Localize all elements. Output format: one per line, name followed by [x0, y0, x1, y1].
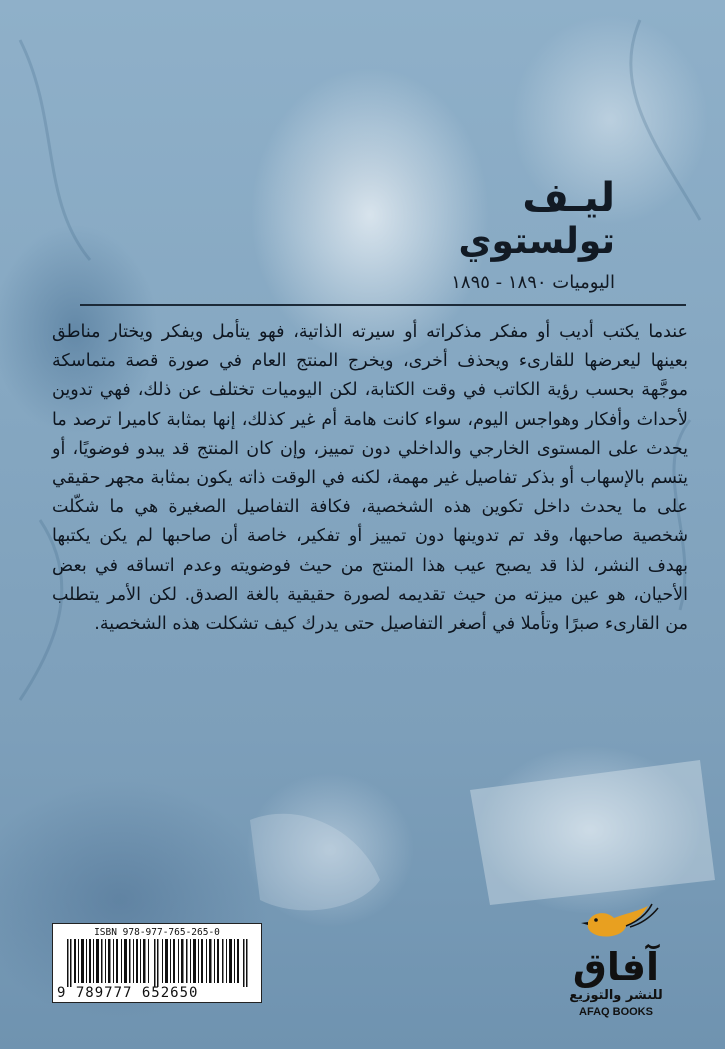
publisher-arabic-name: للنشر والتوزيع — [569, 988, 663, 1003]
back-cover-blurb: عندما يكتب أديب أو مفكر مذكراته أو سيرته الذاتية، فهو يتأمل ويفكر ويختار مناطق بعينها ليعرضها للقارىء ويحذف أخرى، ويخرج المنتج العام في صورة قصة متماسكة موجَّهة بحسب رؤية الكاتب في وقت الكتابة، لكن اليوميات تختلف عن ذلك، فهي تدوين لأحداث وأفكار وهواجس اليوم، سواء كانت هامة أم غير كذلك، إنها بمثابة كاميرا ترصد ما يحدث على المستوى الخارجي والداخلي دون تمييز، وإن كان المنتج قد يبدو فوضويًا، أو يتسم بالإسهاب أو بذكر تفاصيل غير مهمة، لكنه في الوقت ذاته يكون بمثابة مجهر حقيقي على ما يحدث داخل تكوين هذه الشخصية، فكافة التفاصيل الصغيرة هي ما شكّلت شخصية صاحبها، وقد تم تدوينها دون تمييز أو تفكير، خاصة أن صاحبها لم يكن يكتبها بهدف النشر، لذا قد يصبح عيب هذا المنتج من حيث فوضويته وعدم اتساقه في بعض الأحيان، هو عين ميزته من حيث تقديمه لصورة حقيقية بالغة الصدق. لكن الأمر يتطلب من القارىء صبرًا وتأملا في أصغر التفاصيل حتى يدرك كيف تشكلت هذه الشخصية. — [52, 322, 688, 635]
isbn-digits: 9 789777 652650 — [57, 985, 199, 1001]
isbn-barcode — [52, 923, 262, 1003]
publisher-logotype: آفاق — [572, 945, 660, 989]
divider-line — [80, 304, 686, 306]
author-first-name: ليـف — [522, 175, 615, 221]
barcode-bars — [67, 939, 249, 987]
publisher-logo — [566, 900, 666, 1025]
bird-icon — [566, 900, 666, 990]
title-block — [355, 175, 615, 294]
author-last-name: تولستوي — [458, 221, 615, 262]
publisher-latin-name: AFAQ BOOKS — [579, 1006, 653, 1018]
book-subtitle: اليوميات ١٨٩٠ - ١٨٩٥ — [451, 272, 615, 293]
isbn-label: ISBN 978-977-765-265-0 — [94, 927, 220, 938]
